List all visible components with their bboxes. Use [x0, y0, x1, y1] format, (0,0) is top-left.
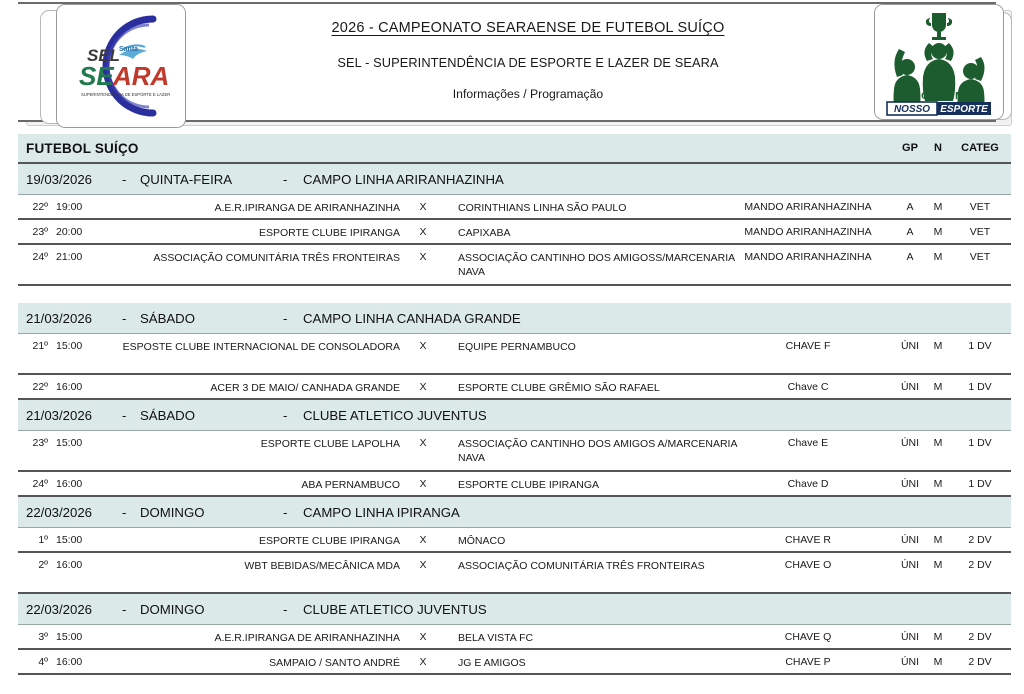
away-team: EQUIPE PERNAMBUCO — [458, 341, 576, 353]
match-time: 15:00 — [56, 631, 83, 643]
match-number: 24º — [32, 251, 48, 263]
match-category: VET — [969, 226, 991, 238]
versus-label: X — [419, 340, 427, 352]
match-category: VET — [969, 201, 991, 213]
match-category: 1 DV — [968, 478, 992, 490]
away-team: ASSOCIAÇÃO CANTINHO DOS AMIGOS A/MARCENARIA NAVA — [458, 438, 737, 464]
match-group: Chave D — [787, 478, 829, 490]
match-gp: ÚNI — [900, 631, 920, 643]
away-team: ASSOCIAÇÃO CANTINHO DOS AMIGOSS/MARCENARIA NAVA — [458, 252, 735, 278]
band-venue: CAMPO LINHA IPIRANGA — [303, 504, 460, 520]
svg-text:NOSSO: NOSSO — [893, 104, 931, 115]
match-category: VET — [969, 251, 991, 263]
table-section-title: FUTEBOL SUÍÇO — [26, 140, 139, 156]
svg-text:PROGRAMA: PROGRAMA — [905, 91, 973, 102]
schedule-table — [18, 134, 1011, 675]
svg-text:SE: SE — [79, 61, 114, 91]
home-team: ASSOCIAÇÃO COMUNITÁRIA TRÊS FRONTEIRAS — [153, 252, 400, 264]
page-subtitle-secondary: Informações / Programação — [452, 87, 604, 101]
away-team: CORINTHIANS LINHA SÃO PAULO — [458, 202, 627, 214]
match-number: 3º — [38, 631, 48, 643]
band-venue: CLUBE ATLETICO JUVENTUS — [303, 407, 487, 423]
match-category: 2 DV — [968, 656, 992, 668]
home-team: ACER 3 DE MAIO/ CANHADA GRANDE — [210, 382, 400, 394]
band-weekday: QUINTA-FEIRA — [140, 171, 233, 187]
match-time: 16:00 — [56, 559, 83, 571]
table-row — [18, 650, 1011, 675]
column-header-n: N — [934, 142, 942, 154]
match-gp: A — [906, 226, 914, 238]
match-number: 1º — [38, 534, 48, 546]
match-number: 22º — [32, 201, 48, 213]
home-team: ESPORTE CLUBE LAPOLHA — [260, 438, 400, 450]
date-band — [18, 164, 1011, 195]
match-time: 15:00 — [56, 437, 83, 449]
match-time: 16:00 — [56, 656, 83, 668]
band-weekday: DOMINGO — [140, 504, 205, 520]
match-number: 23º — [32, 226, 48, 238]
away-team: BELA VISTA FC — [458, 632, 534, 644]
match-group: MANDO ARIRANHAZINHA — [744, 251, 872, 263]
match-group: Chave C — [787, 381, 829, 393]
away-team: ESPORTE CLUBE GRÊMIO SÃO RAFAEL — [458, 382, 660, 394]
band-dash: - — [283, 310, 288, 326]
date-band — [18, 594, 1011, 625]
versus-label: X — [419, 559, 427, 571]
match-category: 1 DV — [968, 340, 992, 352]
match-gp: ÚNI — [900, 534, 920, 546]
match-gp: ÚNI — [900, 437, 920, 449]
away-team: ESPORTE CLUBE IPIRANGA — [458, 479, 600, 491]
match-group: CHAVE F — [785, 340, 831, 352]
date-band — [18, 303, 1011, 334]
away-team: JG E AMIGOS — [458, 657, 526, 669]
sel-seara-logo — [56, 4, 186, 128]
match-n: M — [933, 251, 943, 263]
table-row — [18, 553, 1011, 594]
match-gp: A — [906, 251, 914, 263]
match-n: M — [933, 478, 943, 490]
versus-label: X — [419, 478, 427, 490]
page-title: 2026 - CAMPEONATO SEARAENSE DE FUTEBOL SUÍÇO — [331, 20, 725, 36]
match-group: CHAVE O — [784, 559, 832, 571]
table-row — [18, 472, 1011, 497]
match-category: 1 DV — [968, 381, 992, 393]
table-row — [18, 334, 1011, 375]
block-spacer — [18, 286, 1011, 303]
match-number: 24º — [32, 478, 48, 490]
band-dash: - — [122, 310, 127, 326]
home-team: ESPORTE CLUBE IPIRANGA — [258, 227, 400, 239]
home-team: ESPOSTE CLUBE INTERNACIONAL DE CONSOLADORA — [122, 341, 400, 353]
match-group: MANDO ARIRANHAZINHA — [744, 226, 872, 238]
programa-nosso-esporte-logo — [874, 4, 1004, 120]
band-weekday: DOMINGO — [140, 601, 205, 617]
versus-label: X — [419, 631, 427, 643]
band-weekday: SÁBADO — [140, 310, 195, 326]
band-venue: CLUBE ATLETICO JUVENTUS — [303, 601, 487, 617]
match-gp: ÚNI — [900, 478, 920, 490]
band-dash: - — [122, 171, 127, 187]
match-time: 19:00 — [56, 201, 83, 213]
home-team: SAMPAIO / SANTO ANDRÉ — [269, 657, 400, 669]
match-n: M — [933, 381, 943, 393]
table-row — [18, 245, 1011, 286]
match-number: 4º — [38, 656, 48, 668]
match-category: 2 DV — [968, 534, 992, 546]
band-dash: - — [122, 504, 127, 520]
match-gp: A — [906, 201, 914, 213]
date-band — [18, 497, 1011, 528]
band-date: 22/03/2026 — [26, 601, 93, 617]
match-group: CHAVE R — [785, 534, 831, 546]
versus-label: X — [419, 201, 427, 213]
versus-label: X — [419, 226, 427, 238]
match-number: 23º — [32, 437, 48, 449]
home-team: ESPORTE CLUBE IPIRANGA — [258, 535, 400, 547]
match-n: M — [933, 559, 943, 571]
match-gp: ÚNI — [900, 340, 920, 352]
match-category: 1 DV — [968, 437, 992, 449]
match-number: 22º — [32, 381, 48, 393]
table-row — [18, 431, 1011, 472]
home-team: A.E.R.IPIRANGA DE ARIRANHAZINHA — [214, 632, 400, 644]
match-gp: ÚNI — [900, 381, 920, 393]
versus-label: X — [419, 381, 427, 393]
band-dash: - — [283, 407, 288, 423]
versus-label: X — [419, 251, 427, 263]
svg-text:ARA: ARA — [113, 61, 170, 91]
match-number: 21º — [32, 340, 48, 352]
match-group: CHAVE Q — [784, 631, 832, 643]
away-team: ASSOCIAÇÃO COMUNITÁRIA TRÊS FRONTEIRAS — [458, 560, 705, 572]
table-row — [18, 195, 1011, 220]
away-team: MÔNACO — [458, 535, 506, 547]
band-venue: CAMPO LINHA CANHADA GRANDE — [303, 310, 521, 326]
band-dash: - — [122, 407, 127, 423]
versus-label: X — [419, 656, 427, 668]
band-date: 22/03/2026 — [26, 504, 93, 520]
match-time: 21:00 — [56, 251, 83, 263]
match-number: 2º — [38, 559, 48, 571]
match-n: M — [933, 534, 943, 546]
band-dash: - — [122, 601, 127, 617]
away-team: CAPIXABA — [458, 227, 511, 239]
match-group: CHAVE P — [785, 656, 831, 668]
match-n: M — [933, 201, 943, 213]
column-header-categ: CATEG — [961, 142, 999, 154]
svg-text:ESPORTE: ESPORTE — [940, 104, 988, 115]
page-subtitle: SEL - SUPERINTENDÊNCIA DE ESPORTE E LAZER DE SEARA — [337, 55, 719, 70]
band-date: 19/03/2026 — [26, 171, 93, 187]
match-time: 15:00 — [56, 534, 83, 546]
match-time: 16:00 — [56, 381, 83, 393]
column-header-gp: GP — [902, 142, 918, 154]
table-row — [18, 625, 1011, 650]
schedule-blocks — [18, 164, 1011, 675]
band-venue: CAMPO LINHA ARIRANHAZINHA — [303, 171, 504, 187]
band-dash: - — [283, 171, 288, 187]
home-team: WBT BEBIDAS/MECÂNICA MDA — [244, 560, 400, 572]
match-n: M — [933, 631, 943, 643]
band-dash: - — [283, 601, 288, 617]
home-team: A.E.R.IPIRANGA DE ARIRANHAZINHA — [214, 202, 400, 214]
home-team: ABA PERNAMBUCO — [301, 479, 400, 491]
match-time: 15:00 — [56, 340, 83, 352]
match-category: 2 DV — [968, 631, 992, 643]
match-group: Chave E — [787, 437, 829, 449]
match-gp: ÚNI — [900, 559, 920, 571]
band-weekday: SÁBADO — [140, 407, 195, 423]
table-row — [18, 528, 1011, 553]
versus-label: X — [419, 437, 427, 449]
table-header-row — [18, 134, 1011, 164]
svg-text:SUPERINTENDÊNCIA DE ESPORTE E: SUPERINTENDÊNCIA DE ESPORTE E LAZER — [81, 92, 171, 97]
match-n: M — [933, 656, 943, 668]
match-time: 16:00 — [56, 478, 83, 490]
table-row — [18, 375, 1011, 400]
versus-label: X — [419, 534, 427, 546]
match-n: M — [933, 437, 943, 449]
match-n: M — [933, 340, 943, 352]
svg-text:SEL: SEL — [87, 46, 121, 65]
band-dash: - — [283, 504, 288, 520]
band-date: 21/03/2026 — [26, 310, 93, 326]
match-category: 2 DV — [968, 559, 992, 571]
date-band — [18, 400, 1011, 431]
svg-text:Santa: Santa — [119, 46, 139, 53]
match-group: MANDO ARIRANHAZINHA — [744, 201, 872, 213]
table-row — [18, 220, 1011, 245]
match-n: M — [933, 226, 943, 238]
match-gp: ÚNI — [900, 656, 920, 668]
match-time: 20:00 — [56, 226, 83, 238]
band-date: 21/03/2026 — [26, 407, 93, 423]
page-header — [18, 2, 1012, 130]
